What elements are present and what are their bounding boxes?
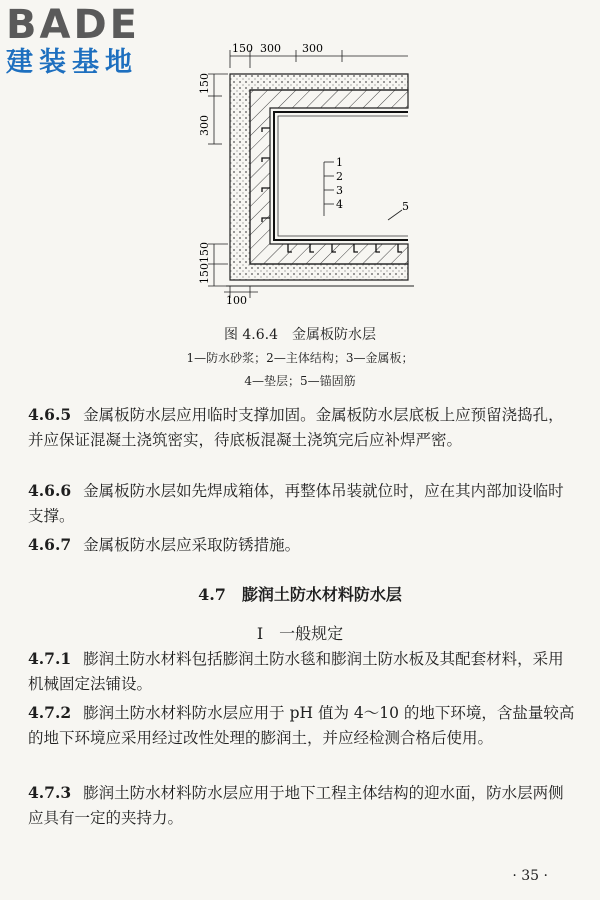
callout-4: 4 bbox=[336, 198, 343, 211]
callout-5: 5 bbox=[402, 200, 409, 213]
clause-4-7-2 bbox=[28, 700, 576, 751]
clause-number: 4.7.3 bbox=[28, 783, 72, 802]
figure-legend-line-1: 1—防水砂浆；2—主体结构；3—金属板； bbox=[186, 351, 414, 365]
clause-4-6-6 bbox=[28, 478, 576, 529]
figure-legend-line-2: 4—垫层；5—锚固筋 bbox=[244, 374, 356, 388]
clause-text: 金属板防水层应用临时支撑加固。金属板防水层底板上应预留浇捣孔，并应保证混凝土浇筑密实，待底板混凝土浇筑完后应补焊严密。 bbox=[28, 406, 564, 449]
callout-3: 3 bbox=[336, 184, 343, 197]
clause-number: 4.6.7 bbox=[28, 535, 72, 554]
logo-brand-text: BADE bbox=[6, 2, 140, 48]
subsection-title: Ⅰ 一般规定 bbox=[256, 624, 344, 643]
callout-2: 2 bbox=[336, 170, 343, 183]
dim-top-2: 300 bbox=[260, 42, 281, 55]
clause-4-6-5 bbox=[28, 402, 576, 453]
brand-logo bbox=[6, 4, 140, 78]
clause-text: 膨润土防水材料包括膨润土防水毯和膨润土防水板及其配套材料，采用机械固定法铺设。 bbox=[28, 650, 564, 693]
section-diagram bbox=[178, 38, 428, 308]
dim-top-3: 300 bbox=[302, 42, 323, 55]
clause-4-7-1 bbox=[28, 646, 576, 697]
clause-text: 金属板防水层如先焊成箱体，再整体吊装就位时，应在其内部加设临时支撑。 bbox=[28, 482, 564, 525]
dim-bottom-left: 150150 bbox=[198, 242, 211, 284]
dim-bottom: 100 bbox=[226, 294, 247, 307]
cushion-layer bbox=[278, 116, 408, 236]
callout-1: 1 bbox=[336, 156, 343, 169]
page-number: · 35 · bbox=[512, 868, 548, 884]
clause-number: 4.7.1 bbox=[28, 649, 72, 668]
clause-text: 膨润土防水材料防水层应用于地下工程主体结构的迎水面，防水层两侧应具有一定的夹持力。 bbox=[28, 784, 564, 827]
clause-number: 4.6.5 bbox=[28, 405, 72, 424]
clause-number: 4.7.2 bbox=[28, 703, 72, 722]
section-title: 4.7 膨润土防水材料防水层 bbox=[198, 585, 402, 604]
figure-metal-plate-waterproofing bbox=[178, 38, 428, 308]
dim-top-1: 150 bbox=[232, 42, 253, 55]
dim-left-1: 150 bbox=[198, 73, 211, 94]
clause-4-7-3 bbox=[28, 780, 576, 831]
clause-number: 4.6.6 bbox=[28, 481, 72, 500]
figure-caption: 图 4.6.4 金属板防水层 bbox=[223, 327, 377, 343]
clause-4-6-7 bbox=[28, 532, 576, 558]
dim-left-2: 300 bbox=[198, 115, 211, 136]
logo-subtitle: 建装基地 bbox=[6, 47, 138, 78]
clause-text: 膨润土防水材料防水层应用于 pH 值为 4～10 的地下环境，含盐量较高的地下环境应采用经过改性处理的膨润土，并应经检测合格后使用。 bbox=[28, 704, 575, 747]
clause-text: 金属板防水层应采取防锈措施。 bbox=[83, 536, 301, 554]
